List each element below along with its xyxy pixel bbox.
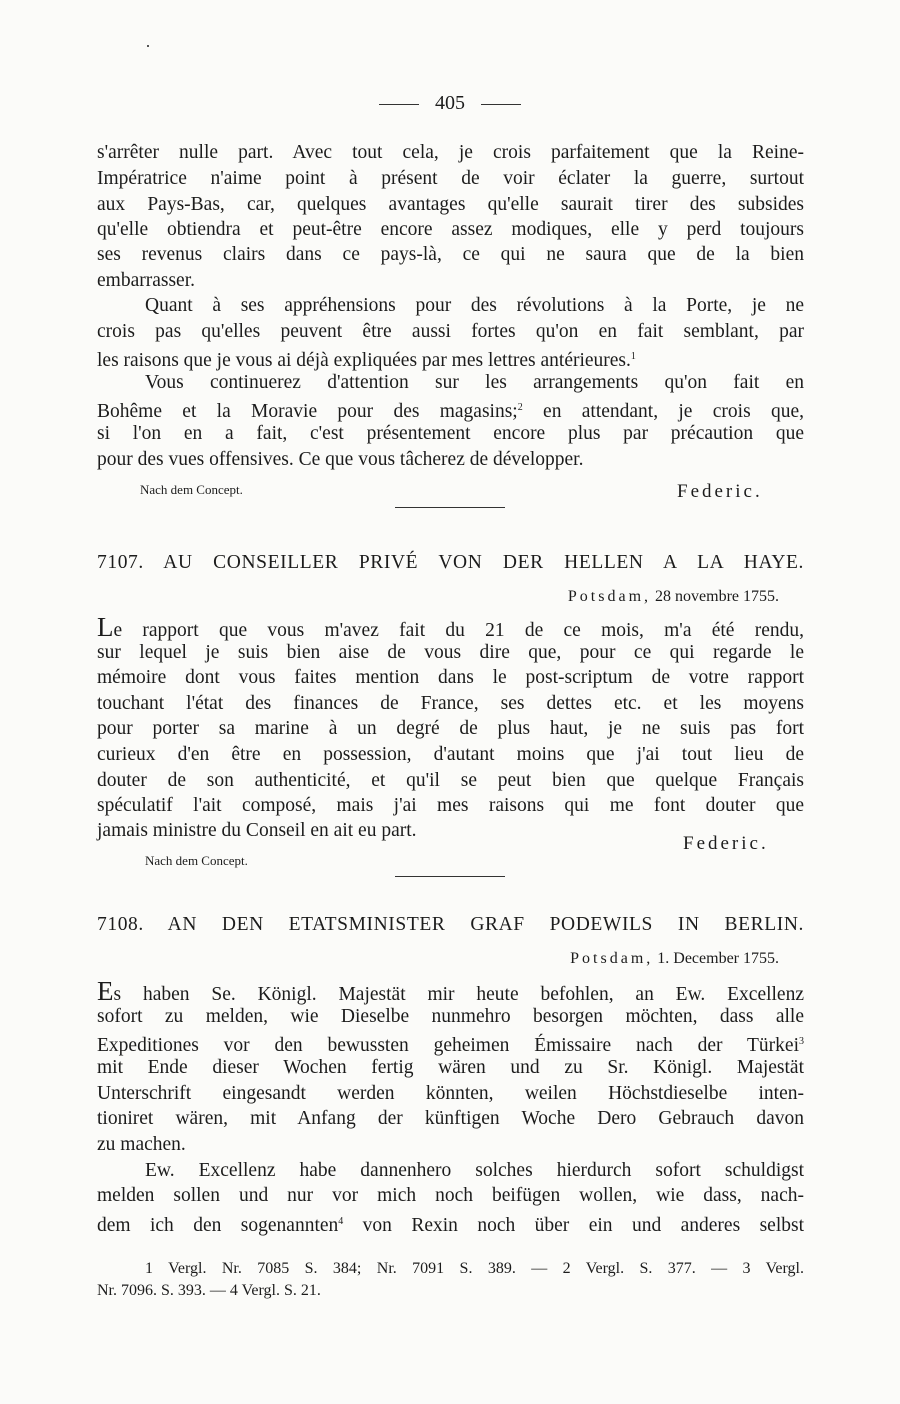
- text-line: qu'elle obtiendra et peut-être encore assez modiques, elle y perd toujours: [97, 219, 804, 240]
- text-line: mémoire dont vous faites mention dans le post-scriptum de votre rapport: [97, 667, 804, 688]
- footnote-ref: 1: [630, 351, 636, 362]
- text-line: Quant à ses appréhensions pour des révolutions à la Porte, je ne: [145, 295, 804, 316]
- text-line: aux Pays-Bas, car, quelques avantages qu'elle saurait tirer des subsides: [97, 194, 804, 215]
- initial-letter: E: [97, 976, 114, 1006]
- text-line: crois pas qu'elles peuvent être aussi fortes qu'on en fait semblant, par: [97, 321, 804, 342]
- text-line: sofort zu melden, wie Dieselbe nunmehro besorgen möchten, dass alle: [97, 1006, 804, 1027]
- section-rule: [395, 876, 505, 877]
- page-number-dash-right: [481, 104, 521, 105]
- text-line: pour des vues offensives. Ce que vous tâcherez de développer.: [97, 449, 584, 470]
- dateline: Potsdam, 1. December 1755.: [570, 950, 779, 967]
- text-line: curieux d'en être en possession, d'autant moins que j'ai tout lieu de: [97, 744, 804, 765]
- text-line: si l'on en a fait, c'est présentement encore plus par précaution que: [97, 423, 804, 444]
- footnote-ref: 3: [799, 1036, 804, 1047]
- source-note: Nach dem Concept.: [140, 482, 243, 497]
- text-line: spéculatif l'ait composé, mais j'ai mes raisons qui me font douter que: [97, 795, 804, 816]
- text-line: Unterschrift eingesandt werden könnten, weilen Höchstdieselbe inten-: [97, 1083, 804, 1104]
- text-line: Expeditiones vor den bewussten geheimen Émissaire nach der Türkei$^3$: [97, 1035, 804, 1056]
- text-line: touchant l'état des finances de France, ses dettes etc. et les moyens: [97, 693, 804, 714]
- text-line: embarrasser.: [97, 270, 195, 291]
- page-number-dash-left: [379, 104, 419, 105]
- text-line: Ew. Excellenz habe dannenhero solches hierdurch sofort schuldigst: [145, 1160, 804, 1181]
- text-line: ses revenus clairs dans ce pays-là, ce qui ne saura que de la bien: [97, 244, 804, 265]
- text-line: sur lequel je suis bien aise de vous dire que, pour ce qui regarde le: [97, 642, 804, 663]
- text-line: les raisons que je vous ai déjà expliquées par mes lettres antérieures.$^1$: [97, 350, 636, 371]
- text-line: Bohême et la Moravie pour des magasins;$^2$ en attendant, je crois que,: [97, 401, 804, 422]
- text-line: pour porter sa marine à un degré de plus haut, je ne suis pas fort: [97, 718, 804, 739]
- text-line: s'arrêter nulle part. Avec tout cela, je crois parfaitement que la Reine-: [97, 142, 804, 163]
- footnote-line: Nr. 7096. S. 393. — 4 Vergl. S. 21.: [97, 1282, 321, 1299]
- footnote-line: 1 Vergl. Nr. 7085 S. 384; Nr. 7091 S. 389. — 2 Vergl. S. 377. — 3 Vergl.: [145, 1260, 804, 1277]
- footnote-ref: 2: [517, 402, 523, 413]
- footnote-ref: 4: [338, 1216, 344, 1227]
- signature: Federic.: [683, 833, 769, 854]
- text-line: mit Ende dieser Wochen fertig wären und zu Sr. Königl. Majestät: [97, 1057, 804, 1078]
- print-speck: [147, 45, 149, 47]
- source-note: Nach dem Concept.: [145, 853, 248, 868]
- text-line: Impératrice n'aime point à présent de voir éclater la guerre, surtout: [97, 168, 804, 189]
- page-number: 405: [0, 92, 900, 115]
- text-line: jamais ministre du Conseil en ait eu part.: [97, 820, 417, 841]
- text-line: zu machen.: [97, 1134, 186, 1155]
- text-line: tioniret wären, mit Anfang der künftigen Woche Dero Gebrauch davon: [97, 1108, 804, 1129]
- section-rule: [395, 507, 505, 508]
- text-line: Es haben Se. Königl. Majestät mir heute befohlen, an Ew. Excellenz: [97, 976, 804, 1006]
- text-line: Le rapport que vous m'avez fait du 21 de ce mois, m'a été rendu,: [97, 612, 804, 642]
- text-line: dem ich den sogenannten$^4$ von Rexin noch über ein und anderes selbst: [97, 1215, 804, 1236]
- text-line: Vous continuerez d'attention sur les arrangements qu'on fait en: [145, 372, 804, 393]
- letter-heading: 7108. AN DEN ETATSMINISTER GRAF PODEWILS IN BERLIN.: [97, 914, 804, 935]
- text-line: douter de son authenticité, et qu'il se peut bien que quelque Français: [97, 770, 804, 791]
- signature: Federic.: [677, 481, 763, 502]
- dateline: Potsdam, 28 novembre 1755.: [567, 588, 779, 605]
- letter-heading: 7107. AU CONSEILLER PRIVÉ VON DER HELLEN A LA HAYE.: [97, 552, 804, 573]
- text-line: melden sollen und nur vor mich noch beifügen wollen, wie dass, nach-: [97, 1185, 804, 1206]
- initial-letter: L: [97, 612, 114, 642]
